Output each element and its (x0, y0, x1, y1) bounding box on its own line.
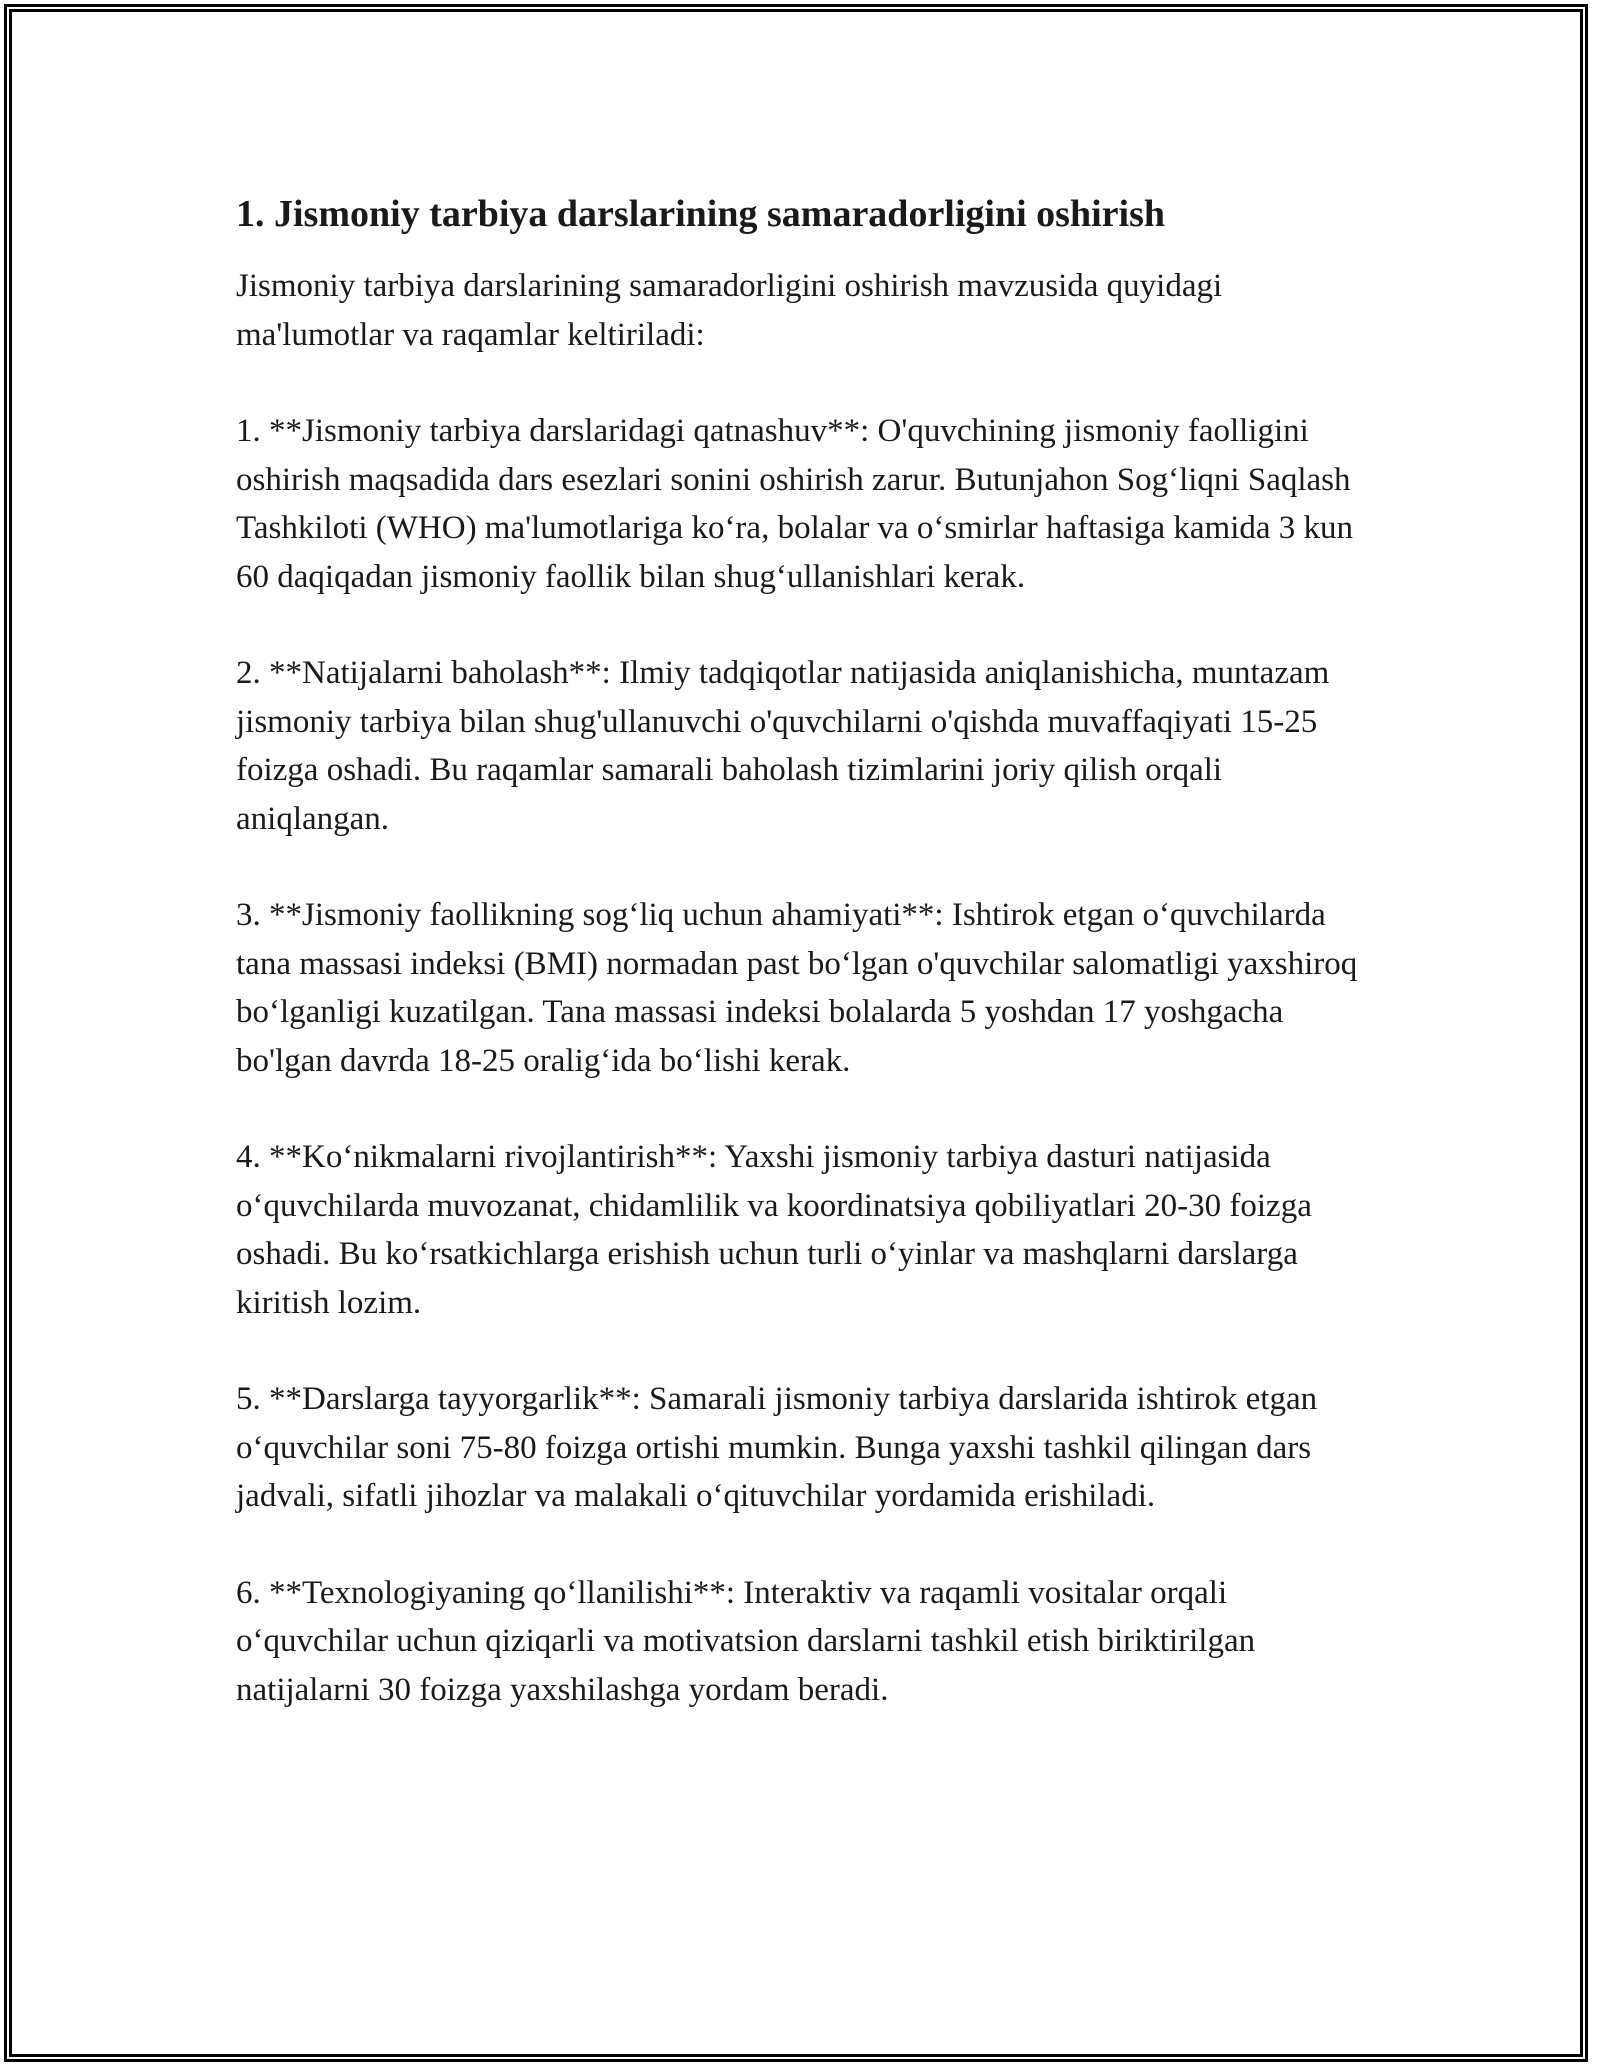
list-item-2: 2. **Natijalarni baholash**: Ilmiy tadqiqotlar natijasida aniqlanishicha, muntazam jismoniy tarbiya bilan shug'ullanuvchi o'quvchilarni o'qishda muvaffaqiyati 15-25 foizga oshadi. Bu raqamlar samarali baholash tizimlarini joriy qilish orqali aniqlangan. (236, 655, 1330, 837)
list-item-4: 4. **Ko‘nikmalarni rivojlantirish**: Yaxshi jismoniy tarbiya dasturi natijasida o‘quvchilarda muvozanat, chidamlilik va koordinatsiya qobiliyatlari 20-30 foizga oshadi. Bu ko‘rsatkichlarga erishish uchun turli o‘yinlar va mashqlarni darslarga kiritish lozim. (236, 1139, 1312, 1321)
list-item-6: 6. **Texnologiyaning qo‘llanilishi**: Interaktiv va raqamli vositalar orqali o‘quvchilar uchun qiziqarli va motivatsion darslarni tashkil etish biriktirilgan natijalarni 30 foizga yaxshilashga yordam beradi. (236, 1574, 1256, 1708)
document-title: 1. Jismoniy tarbiya darslarining samaradorligini oshirish (236, 193, 1165, 235)
intro-paragraph: Jismoniy tarbiya darslarining samaradorligini oshirish mavzusida quyidagi ma'lumotlar va raqamlar keltiriladi: (236, 268, 1223, 353)
list-item-1: 1. **Jismoniy tarbiya darslaridagi qatnashuv**: O'quvchining jismoniy faolligini oshirish maqsadida dars esezlari sonini oshirish zarur. Butunjahon Sog‘liqni Saqlash Tashkiloti (WHO) ma'lumotlariga ko‘ra, bolalar va o‘smirlar haftasiga kamida 3 kun 60 daqiqadan jismoniy faollik bilan shug‘ullanishlari kerak. (236, 413, 1354, 595)
list-item-3: 3. **Jismoniy faollikning sog‘liq uchun ahamiyati**: Ishtirok etgan o‘quvchilarda tana massasi indeksi (BMI) normadan past bo‘lgan o'quvchilar salomatligi yaxshiroq bo‘lganligi kuzatilgan. Tana massasi indeksi bolalarda 5 yoshdan 17 yoshgacha bo'lgan davrda 18-25 oralig‘ida bo‘lishi kerak. (236, 897, 1358, 1079)
list-item-5: 5. **Darslarga tayyorgarlik**: Samarali jismoniy tarbiya darslarida ishtirok etgan o‘quvchilar soni 75-80 foizga ortishi mumkin. Bunga yaxshi tashkil qilingan dars jadvali, sifatli jihozlar va malakali o‘qituvchilar yordamida erishiladi. (236, 1381, 1318, 1514)
document-body (236, 186, 1366, 1762)
